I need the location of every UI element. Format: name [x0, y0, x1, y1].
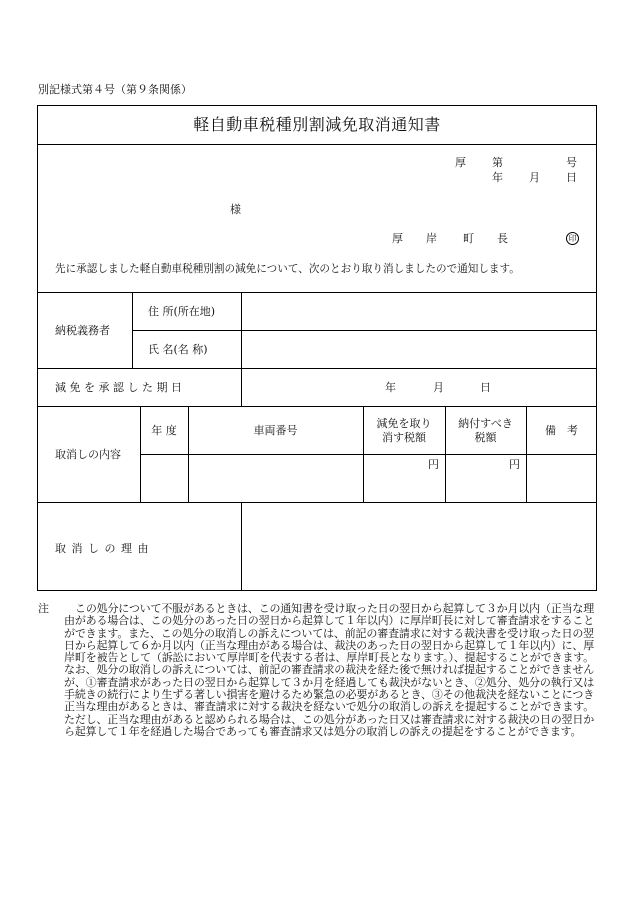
period-year: 年 [385, 381, 396, 394]
col-reduced-tax-line2: 消す税額 [382, 431, 426, 444]
note-label: 注 [38, 602, 49, 615]
cancel-details-label: 取消しの内容 [55, 448, 121, 461]
period-month: 月 [433, 381, 444, 394]
period-day: 日 [480, 381, 491, 394]
reason-label: 取 消 し の 理 由 [55, 542, 150, 555]
recipient-suffix: 様 [230, 203, 241, 216]
col-fiscal-year: 年 度 [151, 424, 177, 437]
name-label: 氏 名(名 称) [148, 343, 208, 356]
date-year: 年 [492, 171, 503, 184]
divider-v-taxpayer [132, 292, 133, 368]
form-frame [37, 105, 597, 591]
divider-v-reason [241, 502, 242, 591]
taxpayer-label: 納税義務者 [55, 324, 110, 337]
divider-header [37, 292, 597, 293]
col-payable-tax-line2: 税額 [474, 431, 497, 444]
mayor-char-1: 厚 [392, 232, 403, 245]
mayor-char-4: 長 [497, 232, 508, 245]
divider-v-year [140, 406, 141, 502]
divider-details-header [140, 454, 597, 455]
approval-period-label: 減 免 を 承 認 し た 期 日 [55, 381, 182, 394]
seal-mark: 印 [566, 232, 579, 245]
divider-details [37, 502, 597, 503]
divider-v-remarks [526, 406, 527, 502]
number-suffix: 号 [566, 156, 577, 169]
form-title: 軽自動車税種別割減免取消通知書 [193, 115, 441, 134]
yen-reduced: 円 [428, 458, 439, 471]
intro-text: 先に承認しました軽自動車税種別割の減免について、次のとおり取り消しましたので通知します。 [55, 263, 520, 275]
col-vehicle-number: 車両番号 [253, 424, 298, 437]
mayor-char-3: 町 [463, 232, 474, 245]
divider-v-vehicle [188, 406, 189, 502]
divider-taxpayer [132, 330, 597, 331]
mayor-char-2: 岸 [426, 232, 437, 245]
col-payable-tax-line1: 納付すべき [458, 417, 513, 430]
col-reduced-tax-line1: 減免を取り [376, 417, 432, 430]
divider-taxpayer-bottom [37, 368, 597, 369]
divider-v-value [241, 292, 242, 406]
divider-period [37, 406, 597, 407]
date-month: 月 [529, 171, 540, 184]
divider-title [37, 144, 597, 145]
yen-payable: 円 [509, 458, 520, 471]
date-day: 日 [566, 171, 577, 184]
number-word: 第 [492, 156, 503, 169]
col-remarks: 備 考 [545, 424, 578, 437]
form-label: 別記様式第４号（第９条関係） [38, 83, 192, 96]
address-label: 住 所(所在地) [148, 305, 216, 318]
note-text: この処分について不服があるときは、この通知書を受け取った日の翌日から起算して３か月以内（正当な理由がある場合は、この処分のあった日の翌日から起算して１年以内）に厚岸町長に対して審査請求をすることができます。また、この処分の取消しの訴えについては、前記の審査請求に対する裁決書を受け取った日の翌日から起算して６か月以内（正当な理由がある場合は、裁決のあった日の翌日から起算して１年以内）に、厚岸町を被告として（訴訟において厚岸町を代表する者は、厚岸町長となります。）、提起することができます。なお、処分の取消しの訴えについては、前記の審査請求の裁決を経た後で無ければ提起することができませんが、①審査請求があった日の翌日から起算して３か月を経過しても裁決がないとき、②処分、処分の執行又は手続きの続行により生ずる著しい損害を避けるため緊急の必要があるとき、③その他裁決を経ないことにつき正当な理由があるときは、審査請求に対する裁決を経ないで処分の取消しの訴えを提起することができます。ただし、正当な理由があると認められる場合は、この処分があった日又は審査請求に対する裁決の日の翌日から起算して１年を経過した場合であっても審査請求又は処分の取消しの訴えの提起をすることができます。 [64, 602, 594, 738]
note-block [38, 603, 594, 738]
issuer-prefix: 厚 [455, 156, 466, 169]
